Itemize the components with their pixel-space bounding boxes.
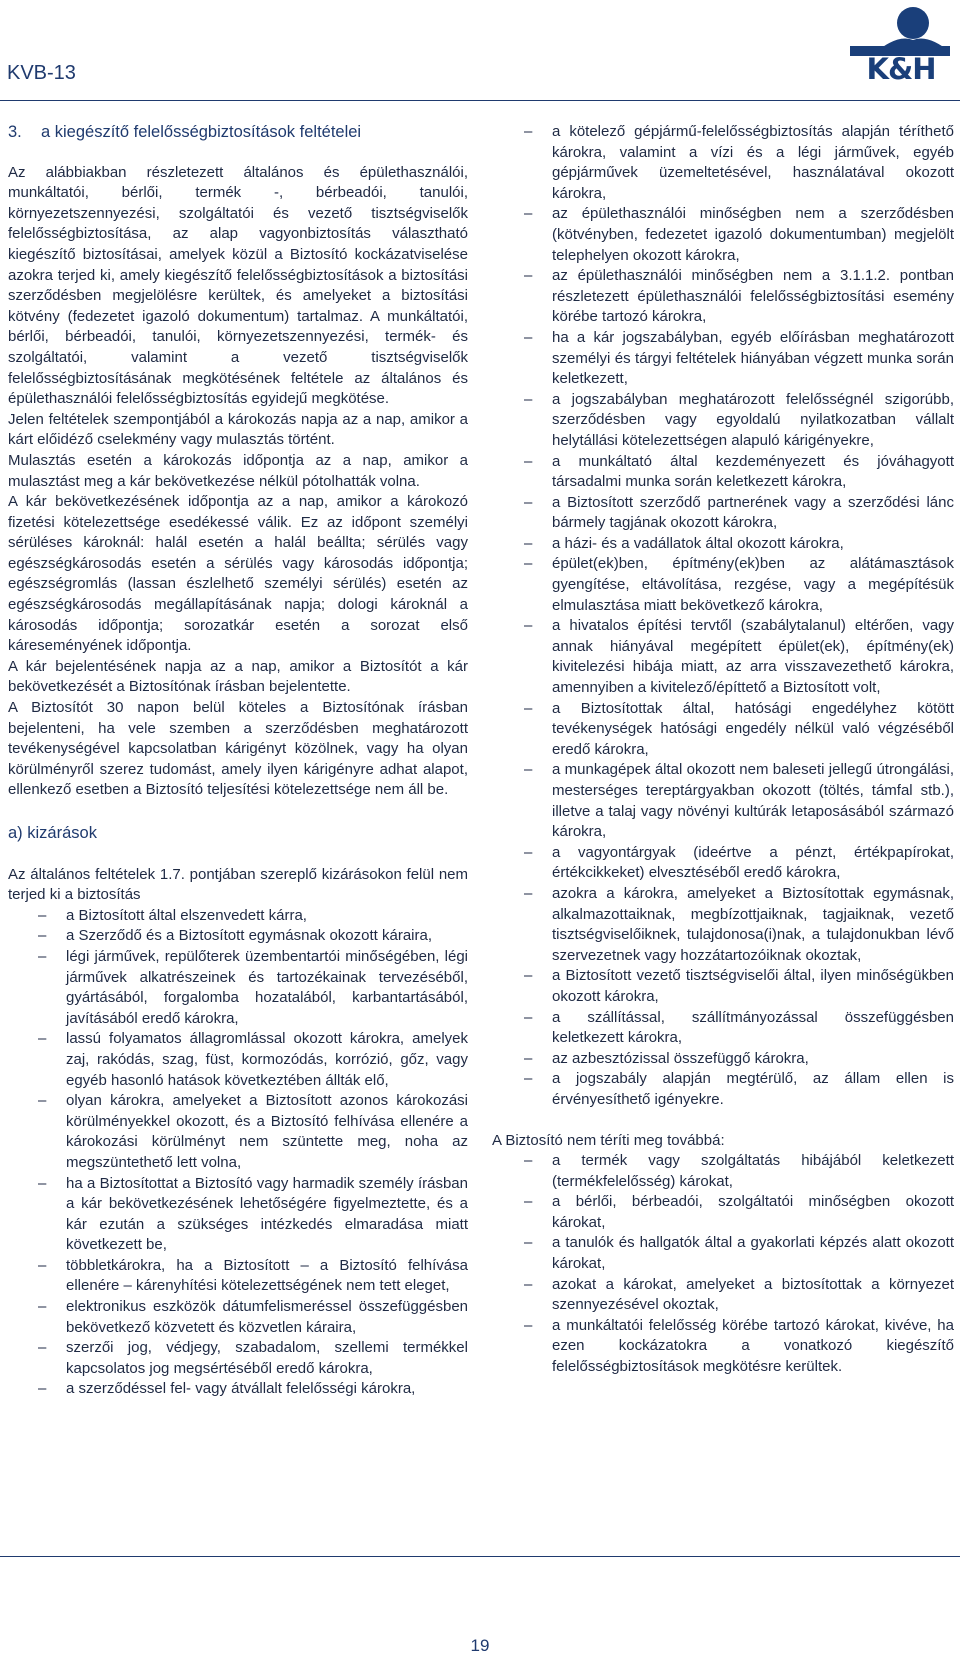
list-item: – olyan károkra, amelyeket a Biztosított azonos károkozási körülményekkel okozott, és a Biztosító felhívása ellenére a károkozási körülményt nem szüntette meg, noha az megszüntethető lett volna,: [8, 1091, 468, 1173]
list-item: – a jogszabályban meghatározott felelősségnél szigorúbb, szerződésben vagy egyoldalú nyilatkozatban vállalt helytállási kötelezettségen alapuló kárigényekre,: [494, 390, 954, 452]
list-item: – a munkáltatói felelősség körébe tartozó károkat, kivéve, ha ezen kockázatokra a vonatkozó kiegészítő felelősségbiztosítások megkötésre kerültek.: [494, 1316, 954, 1378]
list-item: – légi járművek, repülőterek üzembentartói minőségében, légi járművek alkatrészeinek és tartozékainak tervezéséből, gyártásából, forgalomba hozatalából, karbantartásából, javításából eredő károkra,: [8, 947, 468, 1029]
paragraph: A Biztosítót 30 napon belül köteles a Biztosítónak írásban bejelenteni, ha vele szemben a szerződésben meghatározott tevékenységével kapcsolatban kárigényt közölnek, vagy ha olyan körülményről szerez tudomást, amely ilyen kárigényre adhat alapot, ellenkező esetben a Biztosító teljesítési kötelezettsége nem áll be.: [8, 699, 468, 799]
list-item: – az azbesztózissal összefüggő károkra,: [494, 1049, 954, 1070]
list-item: – a Szerződő és a Biztosított egymásnak okozott káraira,: [8, 926, 468, 947]
left-column: [8, 122, 468, 1400]
exclusions-list-left: [8, 906, 468, 1400]
list-item: – a kötelező gépjármű-felelősségbiztosítás alapján téríthető károkra, valamint a vízi és a légi járművek, egyéb gépjárművek üzemeltetésével, használatával okozott károkra,: [494, 122, 954, 204]
list-item: – a jogszabály alapján megtérülő, az állam ellen is érvényesíthető igényekre.: [494, 1069, 954, 1110]
list-item: – az épülethasználói minőségben nem a szerződésben (kötvényben, fedezetet igazoló dokumentumban) megjelölt telephelyen okozott károkra,: [494, 204, 954, 266]
paragraph: Jelen feltételek szempontjából a károkozás napja az a nap, amikor a kárt előidéző cselekmény vagy mulasztás történt.: [8, 410, 468, 449]
list-item: – a Biztosítottak által, hatósági engedélyhez kötött tevékenységek hatósági engedély nélkül való végzéséből eredő károkra,: [494, 699, 954, 761]
kh-logo: [846, 2, 956, 86]
list-item: – szerzői jog, védjegy, szabadalom, szellemi termékkel kapcsolatos jog megsértéséből eredő károkra,: [8, 1338, 468, 1379]
further-exclusions-intro: A Biztosító nem téríti meg továbbá:: [492, 1131, 725, 1149]
list-item: – az épülethasználói minőségben nem a 3.1.1.2. pontban részletezett épülethasználói felelősségbiztosítási esemény körébe tartozó károkra,: [494, 266, 954, 328]
list-item: – lassú folyamatos állagromlással okozott károkra, amelyek zaj, rakódás, szag, füst, kormozódás, korrózió, gőz, vagy egyéb hasonló hatások következtében állták elő,: [8, 1029, 468, 1091]
list-item: – azokat a károkat, amelyeket a biztosítottak a környezet szennyezésével okoztak,: [494, 1275, 954, 1316]
list-item: – a házi- és a vadállatok által okozott károkra,: [494, 534, 954, 555]
document-code: KVB-13: [7, 62, 76, 84]
header-divider: [0, 100, 960, 101]
list-item: – elektronikus eszközök dátumfelismeréssel összefüggésben bekövetkező közvetett és közvetlen káraira,: [8, 1297, 468, 1338]
exclusions-heading: a) kizárások: [8, 824, 97, 842]
list-item: – többletkárokra, ha a Biztosított – a Biztosító felhívása ellenére – kárenyhítési kötelezettségének nem tett eleget,: [8, 1256, 468, 1297]
exclusions-list-right: [494, 122, 954, 1111]
list-item: – épület(ek)ben, építmény(ek)ben az alátámasztások gyengítése, eltávolítása, rezgése, vagy a megépítésük elmulasztása miatt bekövetkező károkra,: [494, 554, 954, 616]
list-item: – a vagyontárgyak (ideértve a pénzt, értékpapírokat, értékcikkeket) elvesztéséből eredő károkra,: [494, 843, 954, 884]
paragraph: A kár bejelentésének napja az a nap, amikor a Biztosítót a kár bekövetkezését a Biztosítónak írásban bejelentette.: [8, 657, 468, 696]
further-exclusions-list: [494, 1151, 954, 1378]
list-item: – a munkáltató által kezdeményezett és jóváhagyott társadalmi munka során keletkezett károkra,: [494, 452, 954, 493]
list-item: – a szállítással, szállítmányozással összefüggésben keletkezett károkra,: [494, 1008, 954, 1049]
right-column: [494, 122, 954, 1378]
footer-divider: [0, 1556, 960, 1557]
list-item: – ha a Biztosítottat a Biztosító vagy harmadik személy írásban a kár bekövetkezésének lehetőségére figyelmeztette, és a kár ezután a szükséges intézkedés elmaradása miatt következett be,: [8, 1174, 468, 1256]
list-item: – a tanulók és hallgatók által a gyakorlati képzés alatt okozott károkat,: [494, 1233, 954, 1274]
paragraph: Az alábbiakban részletezett általános és épülethasználói, munkáltatói, bérlői, termék -, bérbeadói, tanulói, környezetszennyezési, szolgáltatói és vezető tisztségviselők felelősségbiztosítása, az alap vagyonbiztosítás választható kiegészítő biztosításai, amelyek közül a Biztosító kockázatviselése azokra terjed ki, amely kiegészítő felelősségbiztosítások a biztosítási szerződésben megjelölésre kerültek, és amelyeket a biztosítási kötvény (fedezetet igazoló dokumentum) tartalmaz. A munkáltatói, bérlői, bérbeadói, tanulói, környezetszennyezési, termék- és szolgáltatói, valamint a vezető tisztségviselők felelősségbiztosításának megkötésének feltétele az általános és épülethasználói felelősségbiztosítás egyidejű megkötése.: [8, 163, 468, 408]
list-item: – a Biztosított által elszenvedett kárra,: [8, 906, 468, 927]
list-item: – a bérlői, bérbeadói, szolgáltatói minőségben okozott károkat,: [494, 1192, 954, 1233]
list-item: – a termék vagy szolgáltatás hibájából keletkezett (termékfelelősség) károkat,: [494, 1151, 954, 1192]
list-item: – a szerződéssel fel- vagy átvállalt felelősségi károkra,: [8, 1379, 468, 1400]
list-item: – a Biztosított vezető tisztségviselői által, ilyen minőségükben okozott károkra,: [494, 966, 954, 1007]
page-number: 19: [470, 1636, 490, 1655]
section-number: 3.: [8, 123, 22, 141]
list-item: – a munkagépek által okozott nem baleseti jellegű útrongálási, mesterséges tereptárgyakban okozott (töltés, támfal stb.), illetve a talaj vagy növényi kultúrák letaposásából származó károkra,: [494, 760, 954, 842]
list-item: – azokra a károkra, amelyeket a Biztosítottak egymásnak, alkalmazottaiknak, megbízottjaiknak, tagjaiknak, vezető tisztségviselőiknek, tulajdonosa(i)nak, a tulajdonukban lévő szervezetnek vagy hozzátartozóiknak okoztak,: [494, 884, 954, 966]
section-title: a kiegészítő felelősségbiztosítások feltételei: [41, 123, 362, 141]
kh-logo-figure-icon: [846, 2, 956, 58]
paragraph: A kár bekövetkezésének időpontja az a nap, amikor a károkozó fizetési kötelezettsége esedékessé válik. Ez az időpont személyi sérüléses károknál: halál esetén a halál beállta; sérülés vagy egészségkárosodás esetén a sérülés vagy károsodás időpontja; egészségromlás (lassan észlelhető személyi sérülés) esetén az egészségkárosodás megállapításának napja; dologi károknál a károsodás időpontja; sorozatkár esetén a sorozat első káreseményének időpontja.: [8, 493, 468, 655]
list-item: – ha a kár jogszabályban, egyéb előírásban meghatározott személyi és tárgyi feltételek hiányában végzett munka során keletkezett,: [494, 328, 954, 390]
section-heading: [8, 122, 468, 143]
list-item: – a hivatalos építési tervtől (szabálytalanul) eltérően, vagy annak hiányával megépített épület(ek), építmény(ek) kivitelezési hibája miatt, az arra visszavezethető károkra, amennyiben a kivitelező/építtető a Biztosított volt,: [494, 616, 954, 698]
list-item: – a Biztosított szerződő partnerének vagy a szerződési lánc bármely tagjának okozott károkra,: [494, 493, 954, 534]
logo-wordmark: K&H: [866, 52, 936, 86]
spacer: [494, 1111, 954, 1131]
exclusions-intro: Az általános feltételek 1.7. pontjában szereplő kizárásokon felül nem terjed ki a biztosítás: [8, 865, 468, 904]
paragraph: Mulasztás esetén a károkozás időpontja az a nap, amikor a mulasztást meg a kár bekövetkezése nélkül pótolhatták volna.: [8, 451, 468, 490]
